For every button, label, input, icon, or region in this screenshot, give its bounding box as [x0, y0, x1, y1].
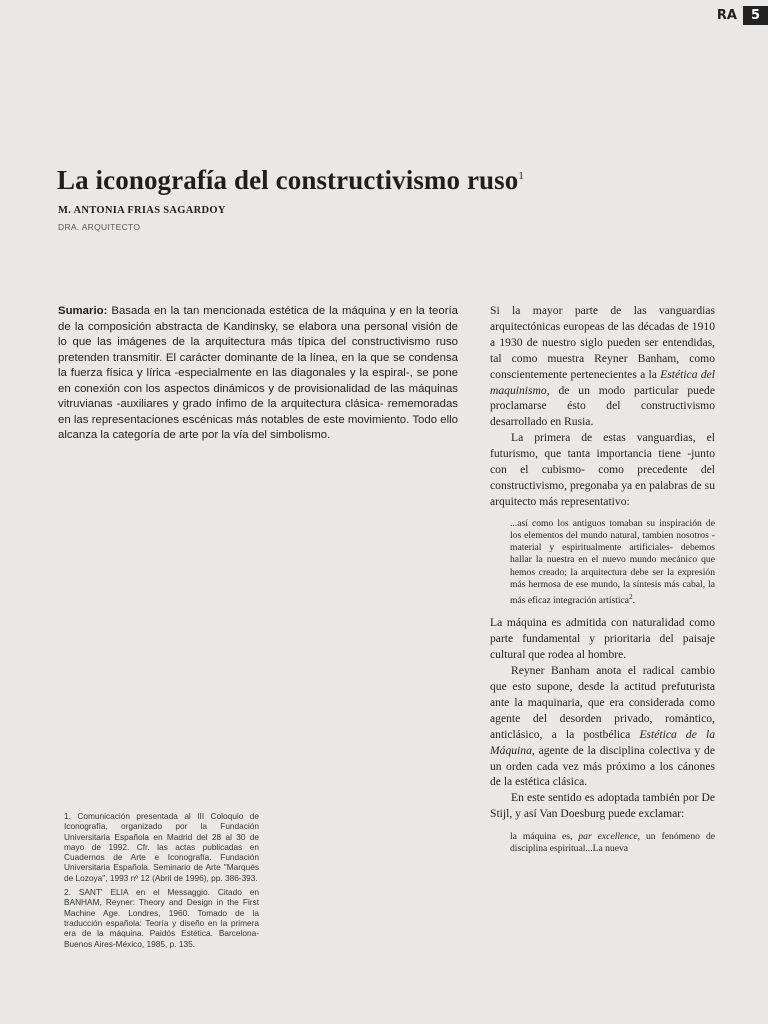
author-role: DRA. ARQUITECTO [58, 222, 141, 232]
body-paragraph-4 [490, 663, 715, 790]
footnote-1: 1. Comunicación presentada al III Coloquio de Iconografía, organizado por la Fundación Universitaria Española en Madrid del 28 al 30 de mayo de 1992. Cfr. las actas publicadas en Cuadernos de Arte e Iconografía. Fundación Universitaria Española. Seminario de Arte "Marqués de Lozoya", 1993 nº 12 (Abril de 1996), pp. 386-393. [64, 811, 259, 883]
body-text: Si la mayor parte de las vanguardias arquitectónicas europeas de las décadas de 1910 a 1930 de nuestro siglo pueden ser entendidas, tal como muestra Reyner Banham, como conscientemente pertenecientes a la [490, 304, 715, 381]
quote-footnote-ref: 2 [629, 593, 633, 601]
page-marker [717, 6, 768, 25]
page-number: 5 [743, 6, 768, 25]
body-paragraph-3: La máquina es admitida con naturalidad como parte fundamental y prioritaria del paisaje cultural que rodea al hombre. [490, 616, 715, 662]
emphasis-text: Estética de la Máquina [490, 727, 715, 757]
block-quote-2 [510, 831, 715, 855]
body-text: , agente de la disciplina colectiva y de un orden cada vez más próximo a los cánones de la estética clásica. [490, 743, 715, 789]
title-footnote-ref: 1 [518, 170, 524, 182]
emphasis-text: par excellence [578, 831, 638, 843]
quote-text: ...así como los antiguos tomaban su inspiración de los elementos del mundo natural, tambien nosotros -material y espiritualmente artificiales- debemos hallar la nuestra en el nuevo mundo mecánico que hemos creado; la arquitectura debe ser la expresión más hermosa de ese mundo, la síntesis más cabal, la más eficaz integración artística [510, 517, 715, 607]
quote-text: la máquina es, [510, 831, 579, 843]
block-quote-1: ...así como los antiguos tomaban su inspiración de los elementos del mundo natural, tambien nosotros -material y espiritualmente artificiales- debemos hallar la nuestra en el nuevo mundo mecánico que hemos creado; la arquitectura debe ser la expresión más hermosa de ese mundo, la síntesis más cabal, la más eficaz integración artística$^2$. [510, 517, 715, 607]
article-title-text: La iconografía del constructivismo ruso [57, 165, 519, 195]
body-paragraph-5: En este sentido es adoptada también por De Stijl, y así Van Doesburg puede exclamar: [490, 791, 715, 821]
body-column [490, 303, 715, 856]
footnote-2: 2. SANT' ELIA en el Messaggio. Citado en BANHAM, Reyner: Theory and Design in the First Machine Age. Londres, 1960. Tomado de la traducción española: Teoría y diseño en la primera era de la máquina. Paidós Estética. Barcelona-Buenos Aires-México, 1985, p. 135. [64, 887, 259, 949]
body-text: Reyner Banham anota el radical cambio que esto supone, desde la actitud prefuturista ante la maquinaria, que era considerada como agente del desorden privado, romántico, anticlásico, a la postbélica [490, 664, 715, 741]
body-paragraph-1 [490, 303, 715, 430]
author-name: M. ANTONIA FRIAS SAGARDOY [58, 205, 226, 216]
quote-text: , un fenómeno de disciplina espiritual...La nueva [510, 831, 716, 855]
article-title [57, 165, 524, 196]
journal-abbrev: RA [716, 8, 737, 23]
body-paragraph-2: La primera de estas vanguardias, el futurismo, que tanta importancia tiene -junto con el cubismo- como precedente del constructivismo, pregonaba ya en palabras de su arquitecto más representativo: [490, 431, 715, 508]
emphasis-text: Estética del maquinismo [490, 367, 715, 397]
abstract [58, 304, 458, 444]
body-text: , de un modo particular puede proclamarse ésto del constructivismo desarrollado en Rusia. [490, 383, 715, 429]
abstract-label: Sumario: [58, 305, 108, 317]
abstract-text: Basada en la tan mencionada estética de la máquina y en la teoría de la composición abstracta de Kandinsky, se elabora una personal visión de lo que las imágenes de la arquitectura más típica del constructivismo ruso pretenden transmitir. El carácter dominante de la línea, en la que se condensa la fuerza física y lírica -especialmente en las diagonales y la espiral-, se pone en conexión con los aspectos dinámicos y de provisionalidad de las máquinas vitruvianas -auxiliares y grado ínfimo de la arquitectura clásica- rememoradas en las representaciones escénicas más notables de este movimiento. Todo ello alcanza la categoría de arte por la vía del simbolismo. [58, 305, 458, 441]
footnotes [64, 811, 259, 953]
